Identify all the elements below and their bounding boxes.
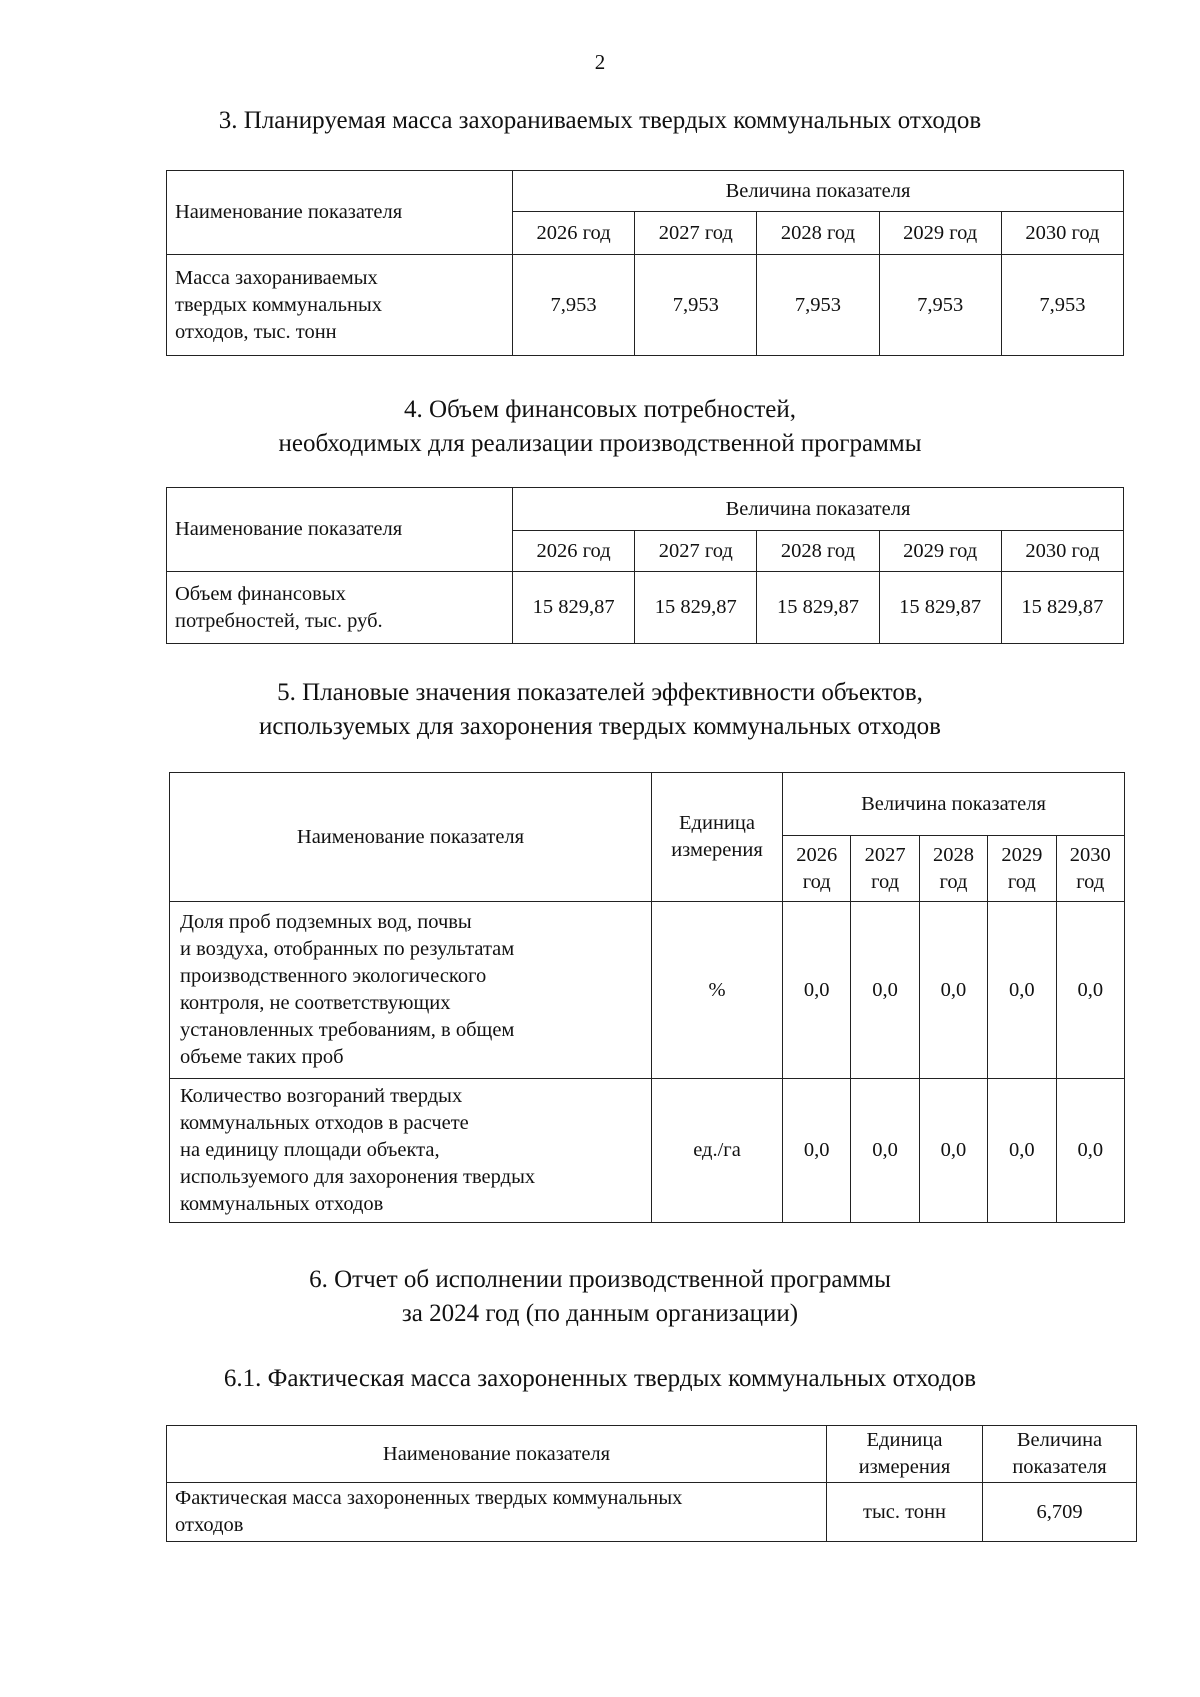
row-label-line: твердых коммунальных [175, 293, 382, 316]
row-label-line: контроля, не соответствующих [180, 992, 451, 1014]
row-label-line: Фактическая масса захороненных твердых коммунальных [175, 1487, 683, 1509]
value-cell: 0,0 [919, 902, 987, 1079]
year-cell: 2027 год [635, 212, 757, 255]
row-label-line: Количество возгораний твердых [180, 1085, 463, 1107]
header-unit-cell [827, 1426, 983, 1483]
section-3-title-text: 3. Планируемая масса захораниваемых твердых коммунальных отходов [218, 107, 982, 134]
section-6-1-title-text: 6.1. Фактическая масса захороненных твердых коммунальных отходов [223, 1365, 977, 1392]
value-cell: 7,953 [513, 255, 635, 356]
header-value-line: Величина [1016, 1429, 1103, 1451]
section-6-title-line1: 6. Отчет об исполнении производственной программы [309, 1266, 891, 1293]
row-label-cell [167, 255, 513, 356]
header-value-line: показателя [1012, 1456, 1107, 1478]
value-cell: 7,953 [757, 255, 879, 356]
section-5-table [169, 772, 1125, 1223]
value-cell: 15 829,87 [635, 572, 757, 644]
section-3-table [166, 170, 1124, 356]
row-label-line: Доля проб подземных вод, почвы [180, 911, 472, 933]
header-unit-line: Единица [679, 812, 755, 834]
section-5-title-line1: 5. Плановые значения показателей эффективности объектов, [277, 679, 923, 706]
row-label-line: потребностей, тыс. руб. [175, 609, 383, 632]
header-value-cell: Величина показателя [513, 488, 1124, 531]
row-label-cell [167, 1483, 827, 1542]
page-number: 2 [594, 50, 606, 74]
year-cell: 2029 год [879, 531, 1001, 572]
value-cell: 0,0 [851, 1079, 919, 1223]
section-6-1-title [0, 1362, 1200, 1396]
year-cell: 2026 год [513, 212, 635, 255]
value-cell: 15 829,87 [513, 572, 635, 644]
section-4-title-line2: необходимых для реализации производственной программы [278, 430, 922, 457]
value-cell: 0,0 [988, 902, 1056, 1079]
row-label-cell [170, 902, 652, 1079]
value-cell: 6,709 [983, 1483, 1137, 1542]
header-name-cell: Наименование показателя [167, 1426, 827, 1483]
year-cell: 2030 год [1056, 836, 1124, 902]
header-value-cell [983, 1426, 1137, 1483]
section-4-table [166, 487, 1124, 644]
section-3-title [0, 104, 1200, 138]
header-unit-line: измерения [858, 1456, 951, 1478]
header-value-cell: Величина показателя [513, 171, 1124, 212]
value-cell: 0,0 [919, 1079, 987, 1223]
section-6-title-line2: за 2024 год (по данным организации) [401, 1300, 799, 1327]
value-cell: 0,0 [1056, 902, 1124, 1079]
value-cell: 7,953 [635, 255, 757, 356]
unit-cell: ед./га [652, 1079, 783, 1223]
header-unit-cell [652, 773, 783, 902]
header-unit-line: измерения [671, 839, 763, 861]
header-name-cell: Наименование показателя [167, 488, 513, 572]
row-label-line: коммунальных отходов в расчете [180, 1112, 469, 1134]
year-cell: 2026 год [513, 531, 635, 572]
year-cell: 2026 год [783, 836, 851, 902]
row-label-line: и воздуха, отобранных по результатам [180, 938, 515, 960]
row-label-line: Масса захораниваемых [175, 266, 378, 289]
row-label-cell [167, 572, 513, 644]
header-unit-line: Единица [866, 1429, 943, 1451]
section-6-1-table [166, 1425, 1137, 1542]
unit-cell: тыс. тонн [827, 1483, 983, 1542]
year-cell: 2028 год [919, 836, 987, 902]
year-cell: 2029 год [879, 212, 1001, 255]
header-name-cell: Наименование показателя [170, 773, 652, 902]
value-cell: 7,953 [1001, 255, 1123, 356]
section-4-title [0, 393, 1200, 461]
value-cell: 0,0 [783, 902, 851, 1079]
year-cell: 2027 год [851, 836, 919, 902]
section-5-title-line2: используемых для захоронения твердых коммунальных отходов [259, 713, 941, 740]
section-6-title [0, 1263, 1200, 1331]
row-label-line: отходов [175, 1514, 244, 1536]
value-cell: 0,0 [988, 1079, 1056, 1223]
row-label-line: используемого для захоронения твердых [180, 1166, 536, 1188]
value-cell: 15 829,87 [1001, 572, 1123, 644]
row-label-line: отходов, тыс. тонн [175, 320, 337, 343]
value-cell: 7,953 [879, 255, 1001, 356]
unit-cell: % [652, 902, 783, 1079]
year-cell: 2029 год [988, 836, 1056, 902]
row-label-line: коммунальных отходов [180, 1193, 384, 1215]
row-label-line: установленных требованиям, в общем [180, 1019, 515, 1041]
year-cell: 2028 год [757, 531, 879, 572]
row-label-cell [170, 1079, 652, 1223]
row-label-line: объеме таких проб [180, 1046, 344, 1068]
year-cell: 2030 год [1001, 531, 1123, 572]
year-cell: 2030 год [1001, 212, 1123, 255]
value-cell: 0,0 [783, 1079, 851, 1223]
value-cell: 0,0 [851, 902, 919, 1079]
row-label-line: на единицу площади объекта, [180, 1139, 440, 1161]
header-value-cell: Величина показателя [783, 773, 1125, 836]
value-cell: 0,0 [1056, 1079, 1124, 1223]
year-cell: 2027 год [635, 531, 757, 572]
value-cell: 15 829,87 [879, 572, 1001, 644]
value-cell: 15 829,87 [757, 572, 879, 644]
year-cell: 2028 год [757, 212, 879, 255]
row-label-line: Объем финансовых [175, 582, 346, 605]
row-label-line: производственного экологического [180, 965, 487, 987]
section-4-title-line1: 4. Объем финансовых потребностей, [404, 396, 796, 423]
header-name-cell: Наименование показателя [167, 171, 513, 255]
section-5-title [0, 676, 1200, 744]
